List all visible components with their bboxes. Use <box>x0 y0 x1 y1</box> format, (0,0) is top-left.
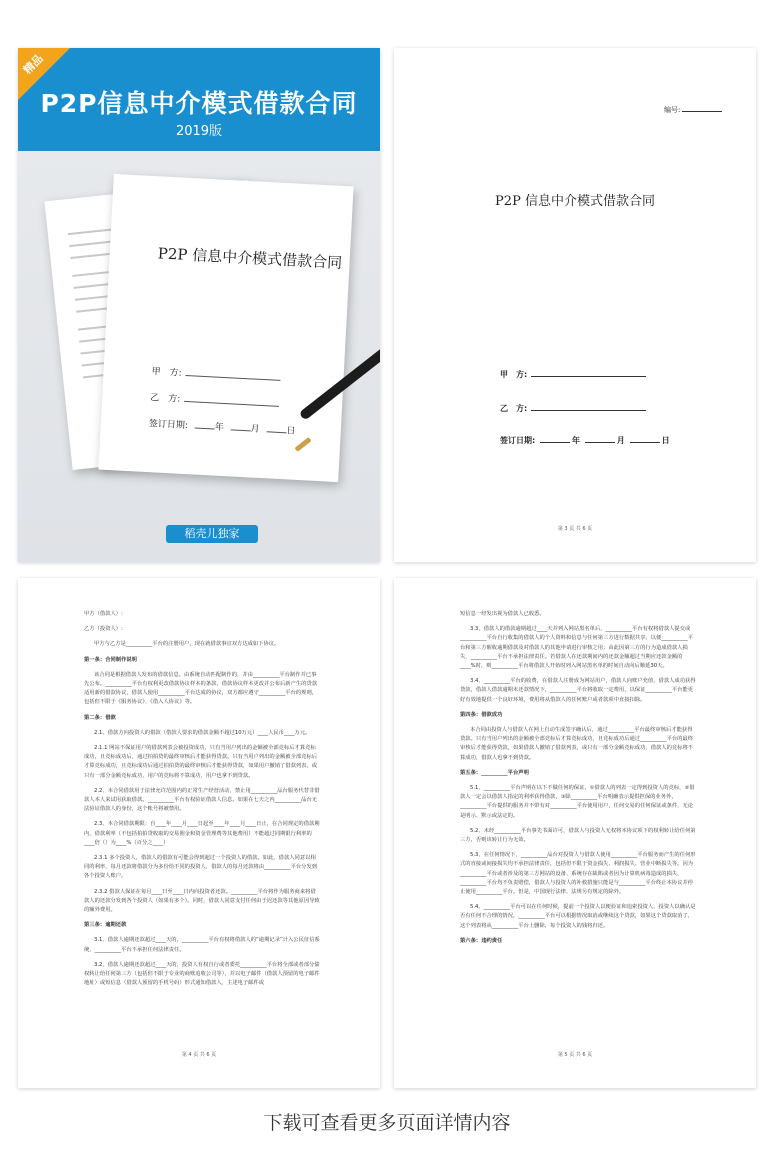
section-heading: 第一条：合同制作说明 <box>84 656 137 663</box>
corner-label: 精品 <box>20 51 46 77</box>
paragraph: 5.2、未经__________平台事先书面许可，借款人与投资人无权将本协议项下的权利转让给任何第三方，否则该转让行为无效。 <box>460 827 696 844</box>
page-body <box>84 610 320 995</box>
section-heading: 第三条：逾期还款 <box>84 922 127 929</box>
sheet-party-a: 甲 方: <box>151 364 281 384</box>
page-body <box>460 610 696 952</box>
page-title: P2P 信息中介模式借款合同 <box>495 194 655 209</box>
sheet-party-b: 乙 方: <box>150 390 280 410</box>
contract-number: 编号: <box>664 104 722 115</box>
paragraph: 3.3、借款人的借款逾期超过____天并列入网站黑名单后，__________平台有权将借款人提交或__________平台自行收集的借款人的个人资料和信息与任何第三方进行数据共享，以便__________平台和第三方催收逾期借款及对借款人的其他申请进行审核之用；由此因第三方的行为造成借款人损失，__________平台不承担法律责任。若借款人在还款期间内的还款金额超过当期应还款金额的____%时，则__________平台将借款人开始时列入网站黑名单的时间自动向后顺延30天。 <box>460 626 694 670</box>
page-4[interactable] <box>18 578 380 1088</box>
download-more-caption: 下载可查看更多页面详情内容 <box>263 1112 511 1134</box>
section-heading: 第二条：借款 <box>84 714 116 721</box>
paragraph: 乙方（投资人）: <box>84 626 123 633</box>
party-b-line: 乙 方: <box>500 402 646 414</box>
paragraph: 甲方与乙方是__________平台的注册用户，现在就借款事宜双方达成如下协议。 <box>94 641 280 648</box>
section-heading: 第五条：__________平台声明 <box>460 769 529 776</box>
paragraph: 3.1、借款人逾期还款超过____天的，__________平台有权将借款人的“逾期记录”计入公民征信系统，__________平台不承担任何法律责任。 <box>84 937 320 953</box>
exclusive-badge: 稻壳儿独家 <box>166 525 258 543</box>
page-5[interactable] <box>394 578 756 1088</box>
sign-date-line: 签订日期: 年 月 日 <box>500 436 670 445</box>
front-sheet <box>98 174 353 482</box>
page-footer: 第 3 页 共 6 页 <box>557 526 593 532</box>
page-footer: 第 5 页 共 6 页 <box>557 1052 593 1058</box>
paragraph: 5.3、在任何情况下，__________品台对投资人与借款人使用__________平台服务而产生的任何形式的直接或间接损失均不承担法律责任，包括但不限于资金损失、利润损失、营业中断损失等。因为__________平台或者涉及的第三方网站的设备、系统存在缺陷或者因为计算机病毒造成的损失，__________平台均不负责赔偿，借款人与投资人的补救措施只能是与__________平台终止本协议并停止使用__________平台。但是，中国现行法律、法规另有规定的除外。 <box>460 852 696 896</box>
section-heading: 第六条：违约责任 <box>460 937 503 944</box>
page-3[interactable] <box>394 48 756 562</box>
cover-year: 2019版 <box>175 124 223 139</box>
paragraph: 2.2、本合同借款用于法律允许范围内的正常生产经营活动，禁止用__________品台服务代替非借款人本人来试用获取借款。__________平台有权验证借款人信息。如果在七天之内__________品台无法验证借款人的身份，这个帐号将被禁用。 <box>84 787 320 813</box>
section-heading: 第四条：借款成功 <box>460 711 503 718</box>
paragraph: 该合同是根据借款人发布的借款信息，由系统自动匹配制作的，并由__________平台制作并已事先公布。__________平台有权利更改借款协议样本的条款，借款协议样本更改并公布后新产生的贷款适用新的借款协议，借款人使用__________平台达成的协议，双方都应遵守__________平台的规则，包括但不限于《服务协议》、《借入人协议》等。 <box>84 671 318 706</box>
paragraph: 2.3.1 多个投资人，借款人的借款有可能会得到超过一个投资人的借款。如此，借款人同意以相同的利率，每月还款将借款分为多份给不同的投资人，借款人的每月还款将由__________平台分发到各个投资人账户。 <box>84 855 318 880</box>
cover-title: P2P信息中介模式借款合同 <box>40 89 358 118</box>
paragraph: 2.1、借款方向投资人的借款（借款人要求的借款金额不超过10万元）____人民币____万元。 <box>94 729 311 736</box>
paragraph: 甲方（借款人）: <box>84 611 123 617</box>
cover-page[interactable] <box>18 48 380 562</box>
paragraph: 3.4、__________平台的收费，在借款人注册成为网站用户，借款人向账户充值，借款人成功获得贷款，借款人借款逾期未还款情况下，__________平台将收取一定费用，以保证__________平台能更好有效地提供一个良好环境，费用将从借款人的任何账户或者款项中直接扣除。 <box>460 678 696 703</box>
sheet-sign-date: 签订日期: 年 月 日 <box>148 419 296 437</box>
paragraph: 2.1.1 网站不保证用户的借款列表会被投资成功，只有当用户列出的金额被全部竞标后才算竞标成功，且竞标成功后，通过拍拍贷的最终审核后才能获得贷款。只有当用户列出的金额被全部竞标后才算竞标成功，且竞标成功后通过拍拍贷的最终审核后才能获得贷款，如果用户撤销了借款列表，或只有一部分金额竞标成功，用户的竞标将不算成功，用户也拿不到贷款。 <box>84 745 318 779</box>
paragraph: 短信息一经发出视为借款人已收悉。 <box>460 611 545 617</box>
paragraph: 2.3、本合同借款期限：自____年____月____日起至____年____月____日止，在合同规定的借款期内，借款利率（不包括拍拍贷收取的交易佣金和资金管理费等其他费用）不能超过同期银行利率的____倍（）为____%（百分之____） <box>84 821 320 846</box>
paragraph: 2.3.2 借款人保证在每月____日至____日内向投资者还款。__________平台将作为服务商来将借款人的还款分发到各个投资人（如果有多个）。同时，借款人同意支付任何由于迟还款等其他原因导致的额外费用。 <box>84 888 320 914</box>
paragraph: 本合同由投资人与借款人在网上自动生成签字确认后，通过__________平台最终审核后才能获得贷款。只有当用户列出的金额被全部竞标后才算竞标成功，且竞标成功后通过__________平台的最终审核后才能获得贷款，如果借款人撤销了借款列表，或只有一部分金额竞标成功，借款人的竞标将不算成功，借款人也拿不到贷款。 <box>460 727 694 761</box>
page-footer: 第 4 页 共 6 页 <box>181 1052 217 1058</box>
paragraph: 5.4、__________平台可以在任何时候，提前一个投资人以便验证和追索投资人，投资人以确认是否有任何不合理的情况，__________平台可以根据情况取消或继续这个贷款，如果这个贷款取消了，这个列表将从__________平台上删除，每个投资人的钱将归还。 <box>460 904 696 929</box>
paragraph: 5.1、__________平台声明在以下不做任何的保证，①借款人的列表一定得到投资人的竞标，②借款人一定会以借款人指定的利率获得借款，③除__________平台明确表示提供担保的业务外，__________平台提供的服务并不带有对__________平台使用用户，任何交易的任何保证或条件，无论是明示、默示或法定的。 <box>460 785 695 819</box>
sheet-title: P2P 信息中介模式借款合同 <box>157 244 343 272</box>
party-a-line: 甲 方: <box>500 368 646 380</box>
paragraph: 3.2、借款人逾期还款超过____天的，投资人有权自行或者委托__________平台将全部或者部分债权转让给任何第三方（包括但不限于专业的商账追收公司等），并以电子邮件（借款人预留的电子邮件地址）或短信息（借款人预留的手机号码）形式通知借款人，主述电子邮件或 <box>84 961 320 987</box>
